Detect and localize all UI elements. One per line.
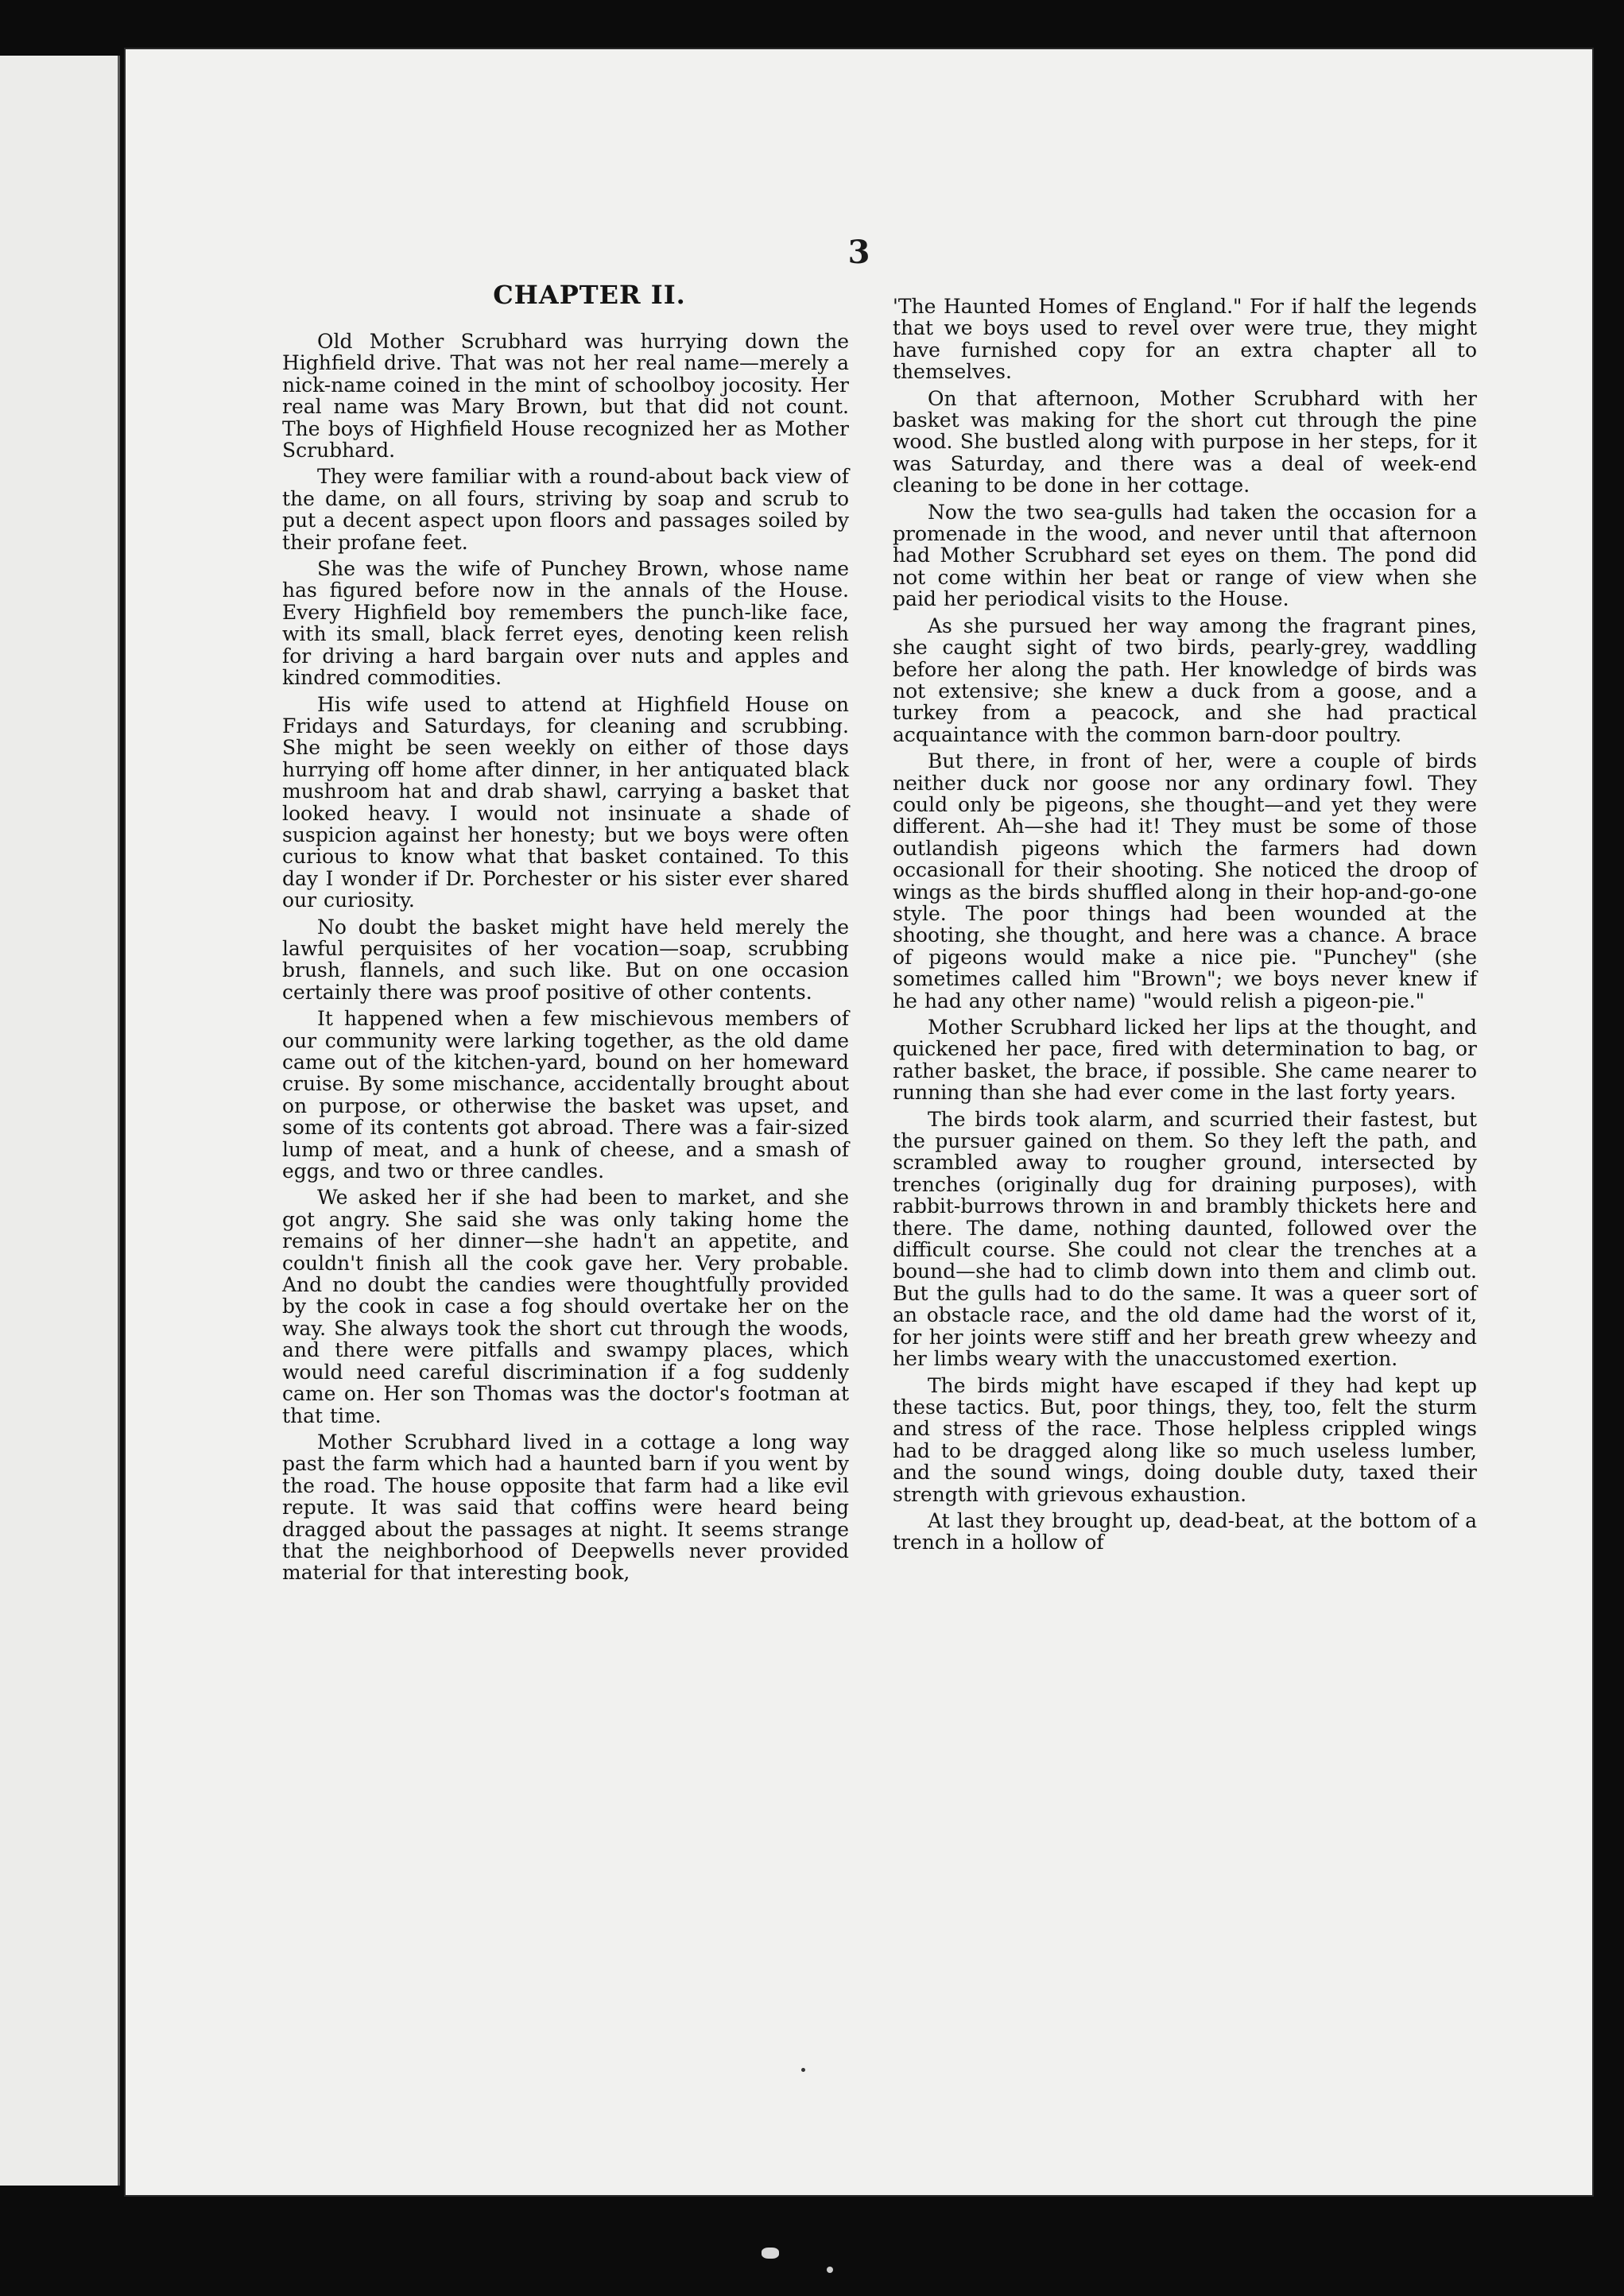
left-column	[282, 280, 849, 1589]
ink-dot	[801, 2068, 805, 2072]
paragraph: Mother Scrubhard licked her lips at the thought, and quickened her pace, fired with determination to bag, or rather basket, the brace, if possible. She came nearer to running than she had ever come in the last forty years.	[893, 1016, 1477, 1105]
paragraph: Mother Scrubhard lived in a cottage a long way past the farm which had a haunted barn if you went by the road. The house opposite that farm had a like evil repute. It was said that coffins were heard being dragged about the passages at night. It seems strange that the neighborhood of Deepwells never provided material for that interesting book,	[282, 1430, 849, 1585]
paragraph: His wife used to attend at Highfield House on Fridays and Saturdays, for cleaning and scrubbing. She might be seen weekly on either of those days hurrying off home after dinner, in her antiquated black mushroom hat and drab shawl, carrying a basket that looked heavy. I would not insinuate a shade of suspicion against her honesty; but we boys were often curious to know what that basket contained. To this day I wonder if Dr. Porchester or his sister ever shared our curiosity.	[282, 692, 849, 912]
paragraph: They were familiar with a round-about back view of the dame, on all fours, striving by soap and scrub to put a decent aspect upon floors and passages soiled by their profane feet.	[282, 465, 849, 554]
paragraph: The birds took alarm, and scurried their fastest, but the pursuer gained on them. So they left the path, and scrambled away to rougher ground, intersected by trenches (originally dug for draining purposes), with rabbit-burrows thrown in and brambly thickets here and there. The dame, nothing daunted, followed over the difficult course. She could not clear the trenches at a bound—she had to climb down into them and climb out. But the gulls had to do the same. It was a queer sort of an obstacle race, and the old dame had the worst of it, for her joints were stiff and her breath grew wheezy and her limbs weary with the unaccustomed exertion.	[893, 1107, 1477, 1371]
chapter-title: CHAPTER II.	[493, 280, 686, 310]
paragraph: She was the wife of Punchey Brown, whose name has figured before now in the annals of the House. Every Highfield boy remembers the punch-like face, with its small, black ferret eyes, denoting keen relish for driving a hard bargain over nuts and apples and kindred commodities.	[282, 557, 849, 690]
paragraph: But there, in front of her, were a couple of birds neither duck nor goose nor any ordinary fowl. They could only be pigeons, she thought—and yet they were different. Ah—she had it! They must be some of those outlandish pigeons which the farmers had down occasionall for their shooting. She noticed the droop of wings as the birds shuffled along in their hop-and-go-one style. The poor things had been wounded at the shooting, she thought, and here was a chance. A brace of pigeons would make a nice pie. "Punchey" (she sometimes called him "Brown"; we boys never knew if he had any other name) "would relish a pigeon-pie."	[893, 749, 1477, 1012]
paragraph: No doubt the basket might have held merely the lawful perquisites of her vocation—soap, scrubbing brush, flannels, and such like. But on one occasion certainly there was proof positive of other contents.	[282, 915, 849, 1004]
paragraph: We asked her if she had been to market, and she got angry. She said she was only taking home the remains of her dinner—she hadn't an appetite, and couldn't finish all the cook gave her. Very probable. And no doubt the candies were thoughtfully provided by the cook in case a fog should overtake her on the way. She always took the short cut through the woods, and there were pitfalls and swampy places, which would need careful discrimination if a fog suddenly came on. Her son Thomas was the doctor's footman at that time.	[282, 1186, 849, 1427]
right-column	[893, 296, 1477, 1558]
paragraph: On that afternoon, Mother Scrubhard with her basket was making for the short cut through the pine wood. She bustled along with purpose in her steps, for it was Saturday, and there was a deal of week-end cleaning to be done in her cottage.	[893, 386, 1477, 498]
scan-speck	[827, 2267, 833, 2273]
page-number: 3	[847, 234, 870, 271]
paragraph: It happened when a few mischievous members of our community were larking together, as the old dame came out of the kitchen-yard, bound on her homeward cruise. By some mischance, accidentally brought about on purpose, or otherwise the basket was upset, and some of its contents got abroad. There was a fair-sized lump of meat, and a hunk of cheese, and a smash of eggs, and two or three candles.	[282, 1007, 849, 1183]
paragraph: At last they brought up, dead-beat, at the bottom of a trench in a hollow of	[893, 1508, 1477, 1555]
paragraph: The birds might have escaped if they had kept up these tactics. But, poor things, they, too, felt the sturm and stress of the race. Those helpless crippled wings had to be dragged along like so much useless lumber, and the sound wings, doing double duty, taxed their strength with grievous exhaustion.	[893, 1373, 1477, 1506]
paragraph: Old Mother Scrubhard was hurrying down the Highfield drive. That was not her real name—merely a nick-name coined in the mint of schoolboy jocosity. Her real name was Mary Brown, but that did not count. The boys of Highfield House recognized her as Mother Scrubhard.	[282, 330, 849, 463]
previous-page-edge	[0, 56, 120, 2186]
paragraph: 'The Haunted Homes of England." For if half the legends that we boys used to revel over were true, they might have furnished copy for an extra chapter all to themselves.	[893, 295, 1477, 384]
scan-speck	[762, 2248, 779, 2259]
book-page	[126, 49, 1592, 2195]
paragraph: Now the two sea-gulls had taken the occasion for a promenade in the wood, and never until that afternoon had Mother Scrubhard set eyes on them. The pond did not come within her beat or range of view when she paid her periodical visits to the House.	[893, 500, 1477, 611]
paragraph: As she pursued her way among the fragrant pines, she caught sight of two birds, pearly-grey, waddling before her along the path. Her knowledge of birds was not extensive; she knew a duck from a goose, and a turkey from a peacock, and she had practical acquaintance with the common barn-door poultry.	[893, 614, 1477, 746]
